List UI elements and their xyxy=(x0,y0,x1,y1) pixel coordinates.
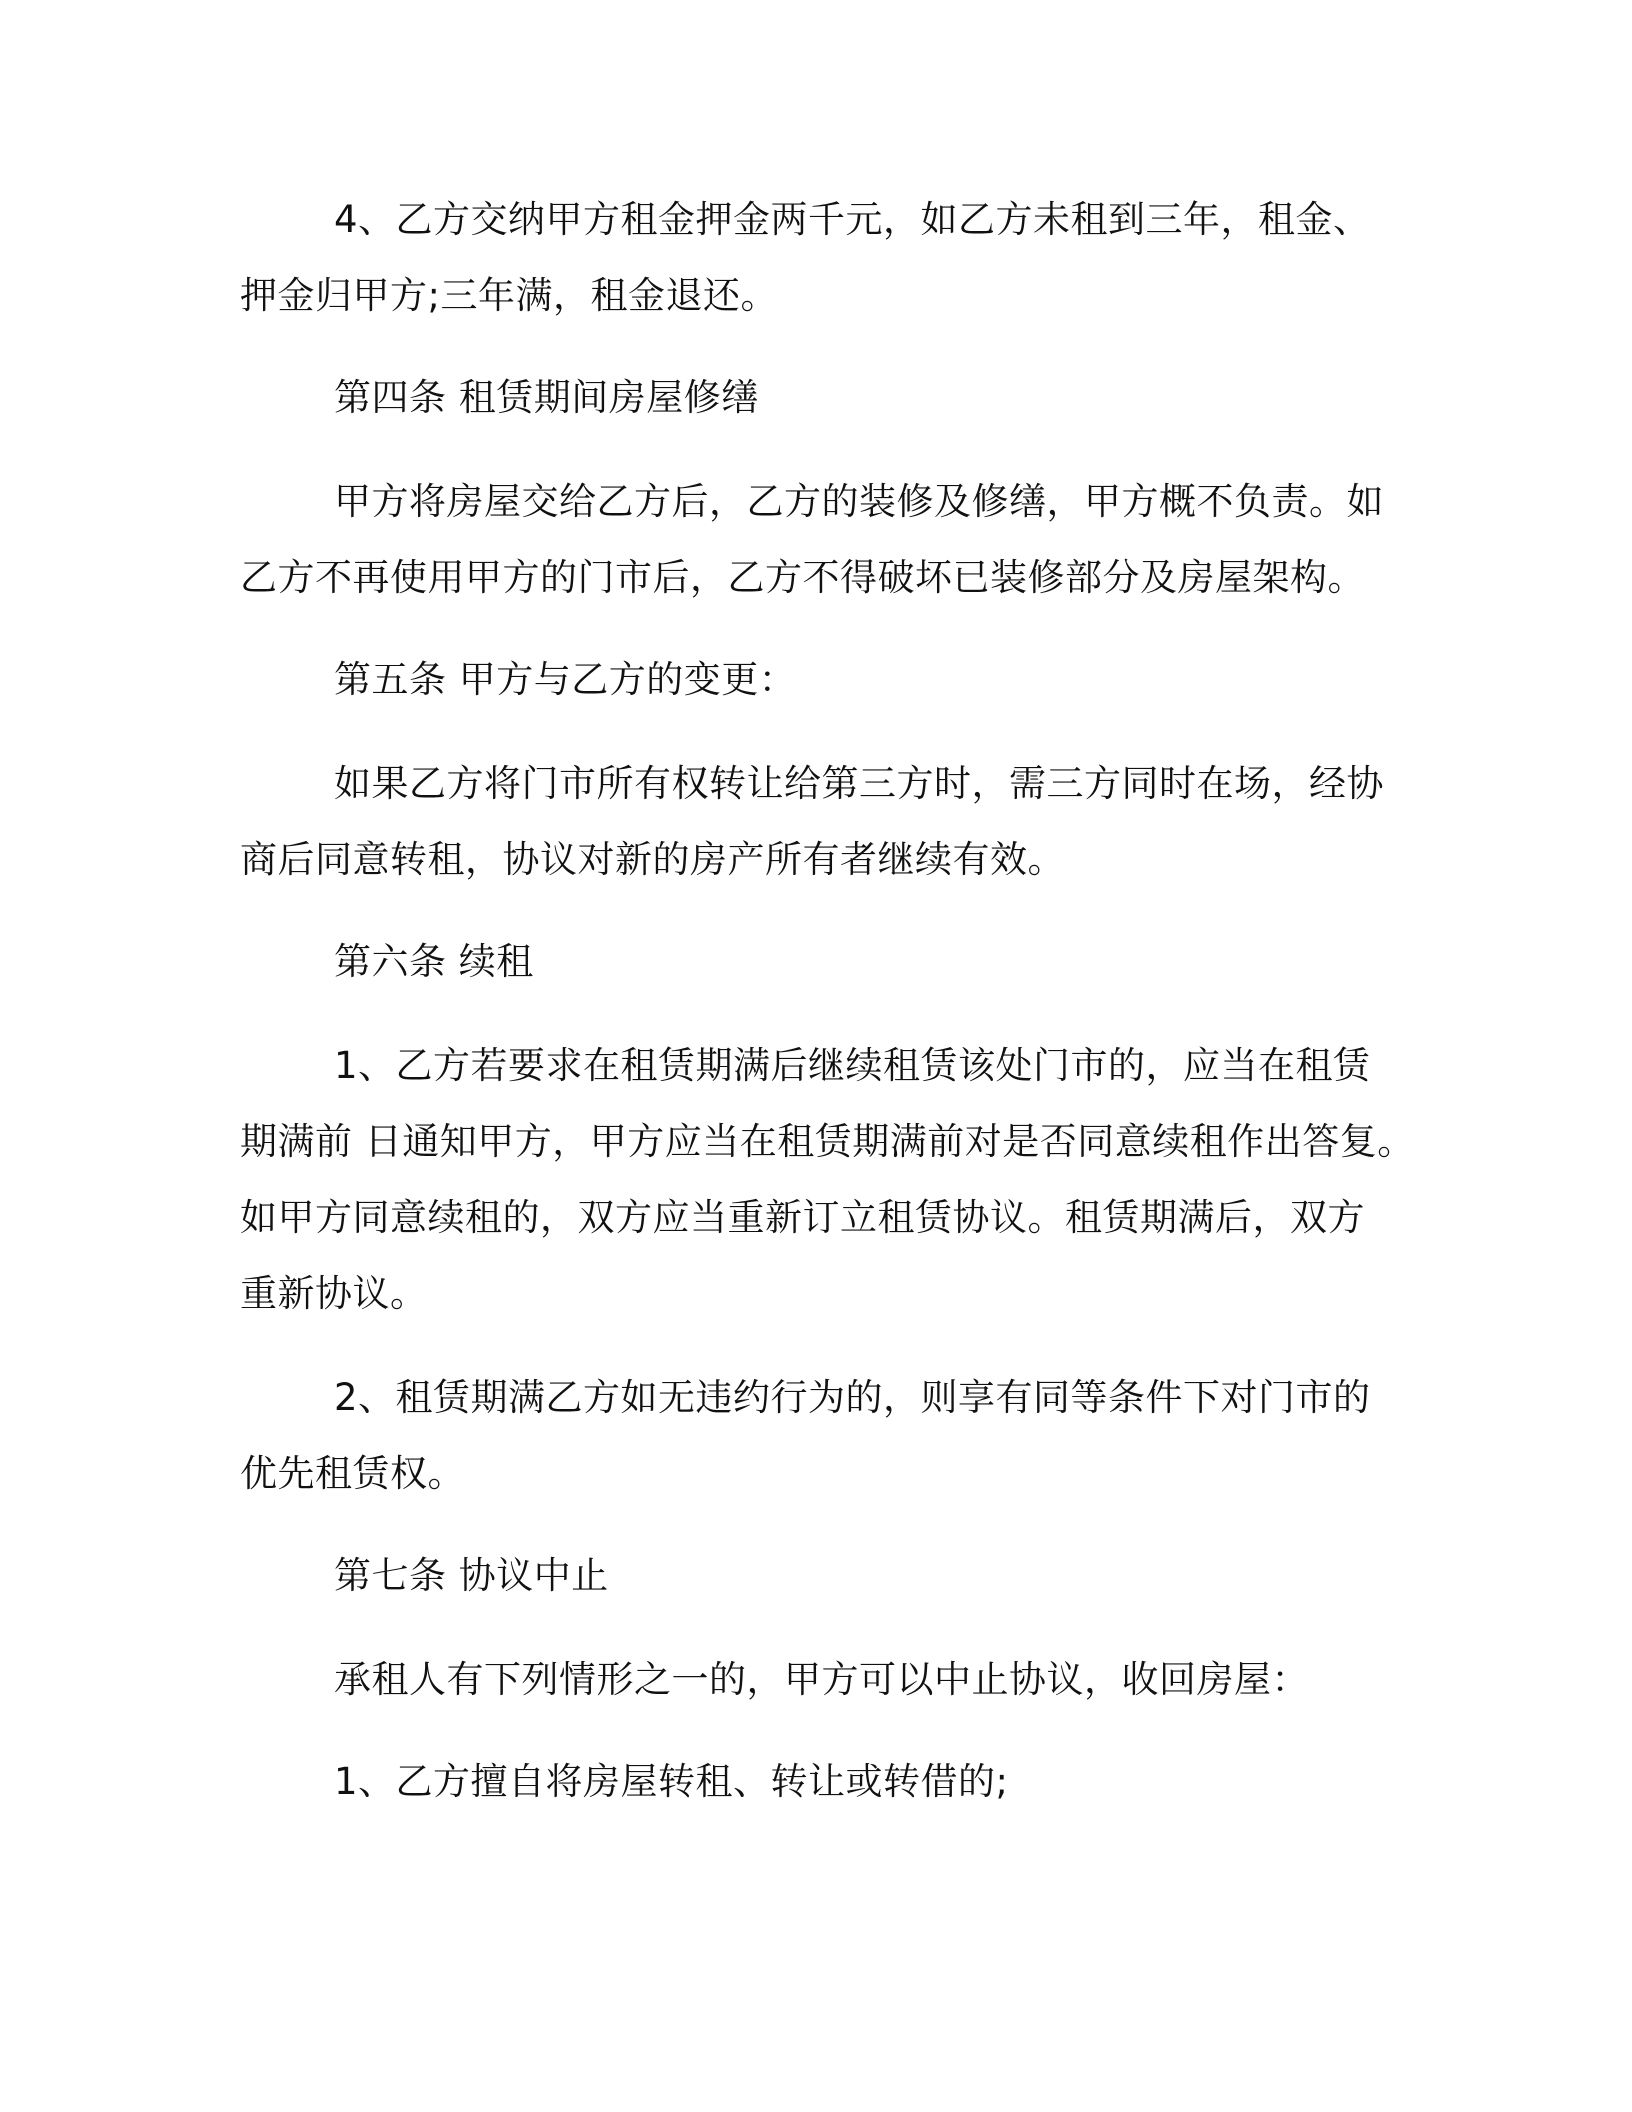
clause-4-heading: 第四条 租赁期间房屋修缮 xyxy=(334,376,759,419)
clause-4-paragraph-line-2: 乙方不再使用甲方的门市后，乙方不得破坏已装修部分及房屋架构。 xyxy=(240,556,1365,599)
clause-7-item-1: 1、乙方擅自将房屋转租、转让或转借的; xyxy=(334,1760,1009,1803)
clause-5-paragraph-line-2: 商后同意转租，协议对新的房产所有者继续有效。 xyxy=(240,838,1065,881)
clause-7-intro: 承租人有下列情形之一的，甲方可以中止协议，收回房屋： xyxy=(334,1658,1309,1701)
clause-3-item-4-line-2: 押金归甲方;三年满，租金退还。 xyxy=(240,274,778,317)
clause-6-heading: 第六条 续租 xyxy=(334,940,534,983)
clause-5-paragraph-line-1: 如果乙方将门市所有权转让给第三方时，需三方同时在场，经协 xyxy=(334,762,1384,805)
clause-6-item-2-line-2: 优先租赁权。 xyxy=(240,1452,465,1495)
clause-6-item-1-line-1: 1、乙方若要求在租赁期满后继续租赁该处门市的，应当在租赁 xyxy=(334,1044,1371,1087)
clause-6-item-1-line-3: 如甲方同意续租的，双方应当重新订立租赁协议。租赁期满后，双方 xyxy=(240,1196,1365,1239)
clause-6-item-2-line-1: 2、租赁期满乙方如无违约行为的，则享有同等条件下对门市的 xyxy=(334,1376,1371,1419)
clause-6-item-1-line-2: 期满前 日通知甲方，甲方应当在租赁期满前对是否同意续租作出答复。 xyxy=(240,1120,1415,1163)
clause-6-item-1-line-4: 重新协议。 xyxy=(240,1272,428,1315)
clause-3-item-4-line-1: 4、乙方交纳甲方租金押金两千元，如乙方未租到三年，租金、 xyxy=(334,198,1371,241)
clause-4-paragraph-line-1: 甲方将房屋交给乙方后，乙方的装修及修缮，甲方概不负责。如 xyxy=(334,480,1384,523)
clause-7-heading: 第七条 协议中止 xyxy=(334,1554,609,1597)
clause-5-heading: 第五条 甲方与乙方的变更： xyxy=(334,658,797,701)
